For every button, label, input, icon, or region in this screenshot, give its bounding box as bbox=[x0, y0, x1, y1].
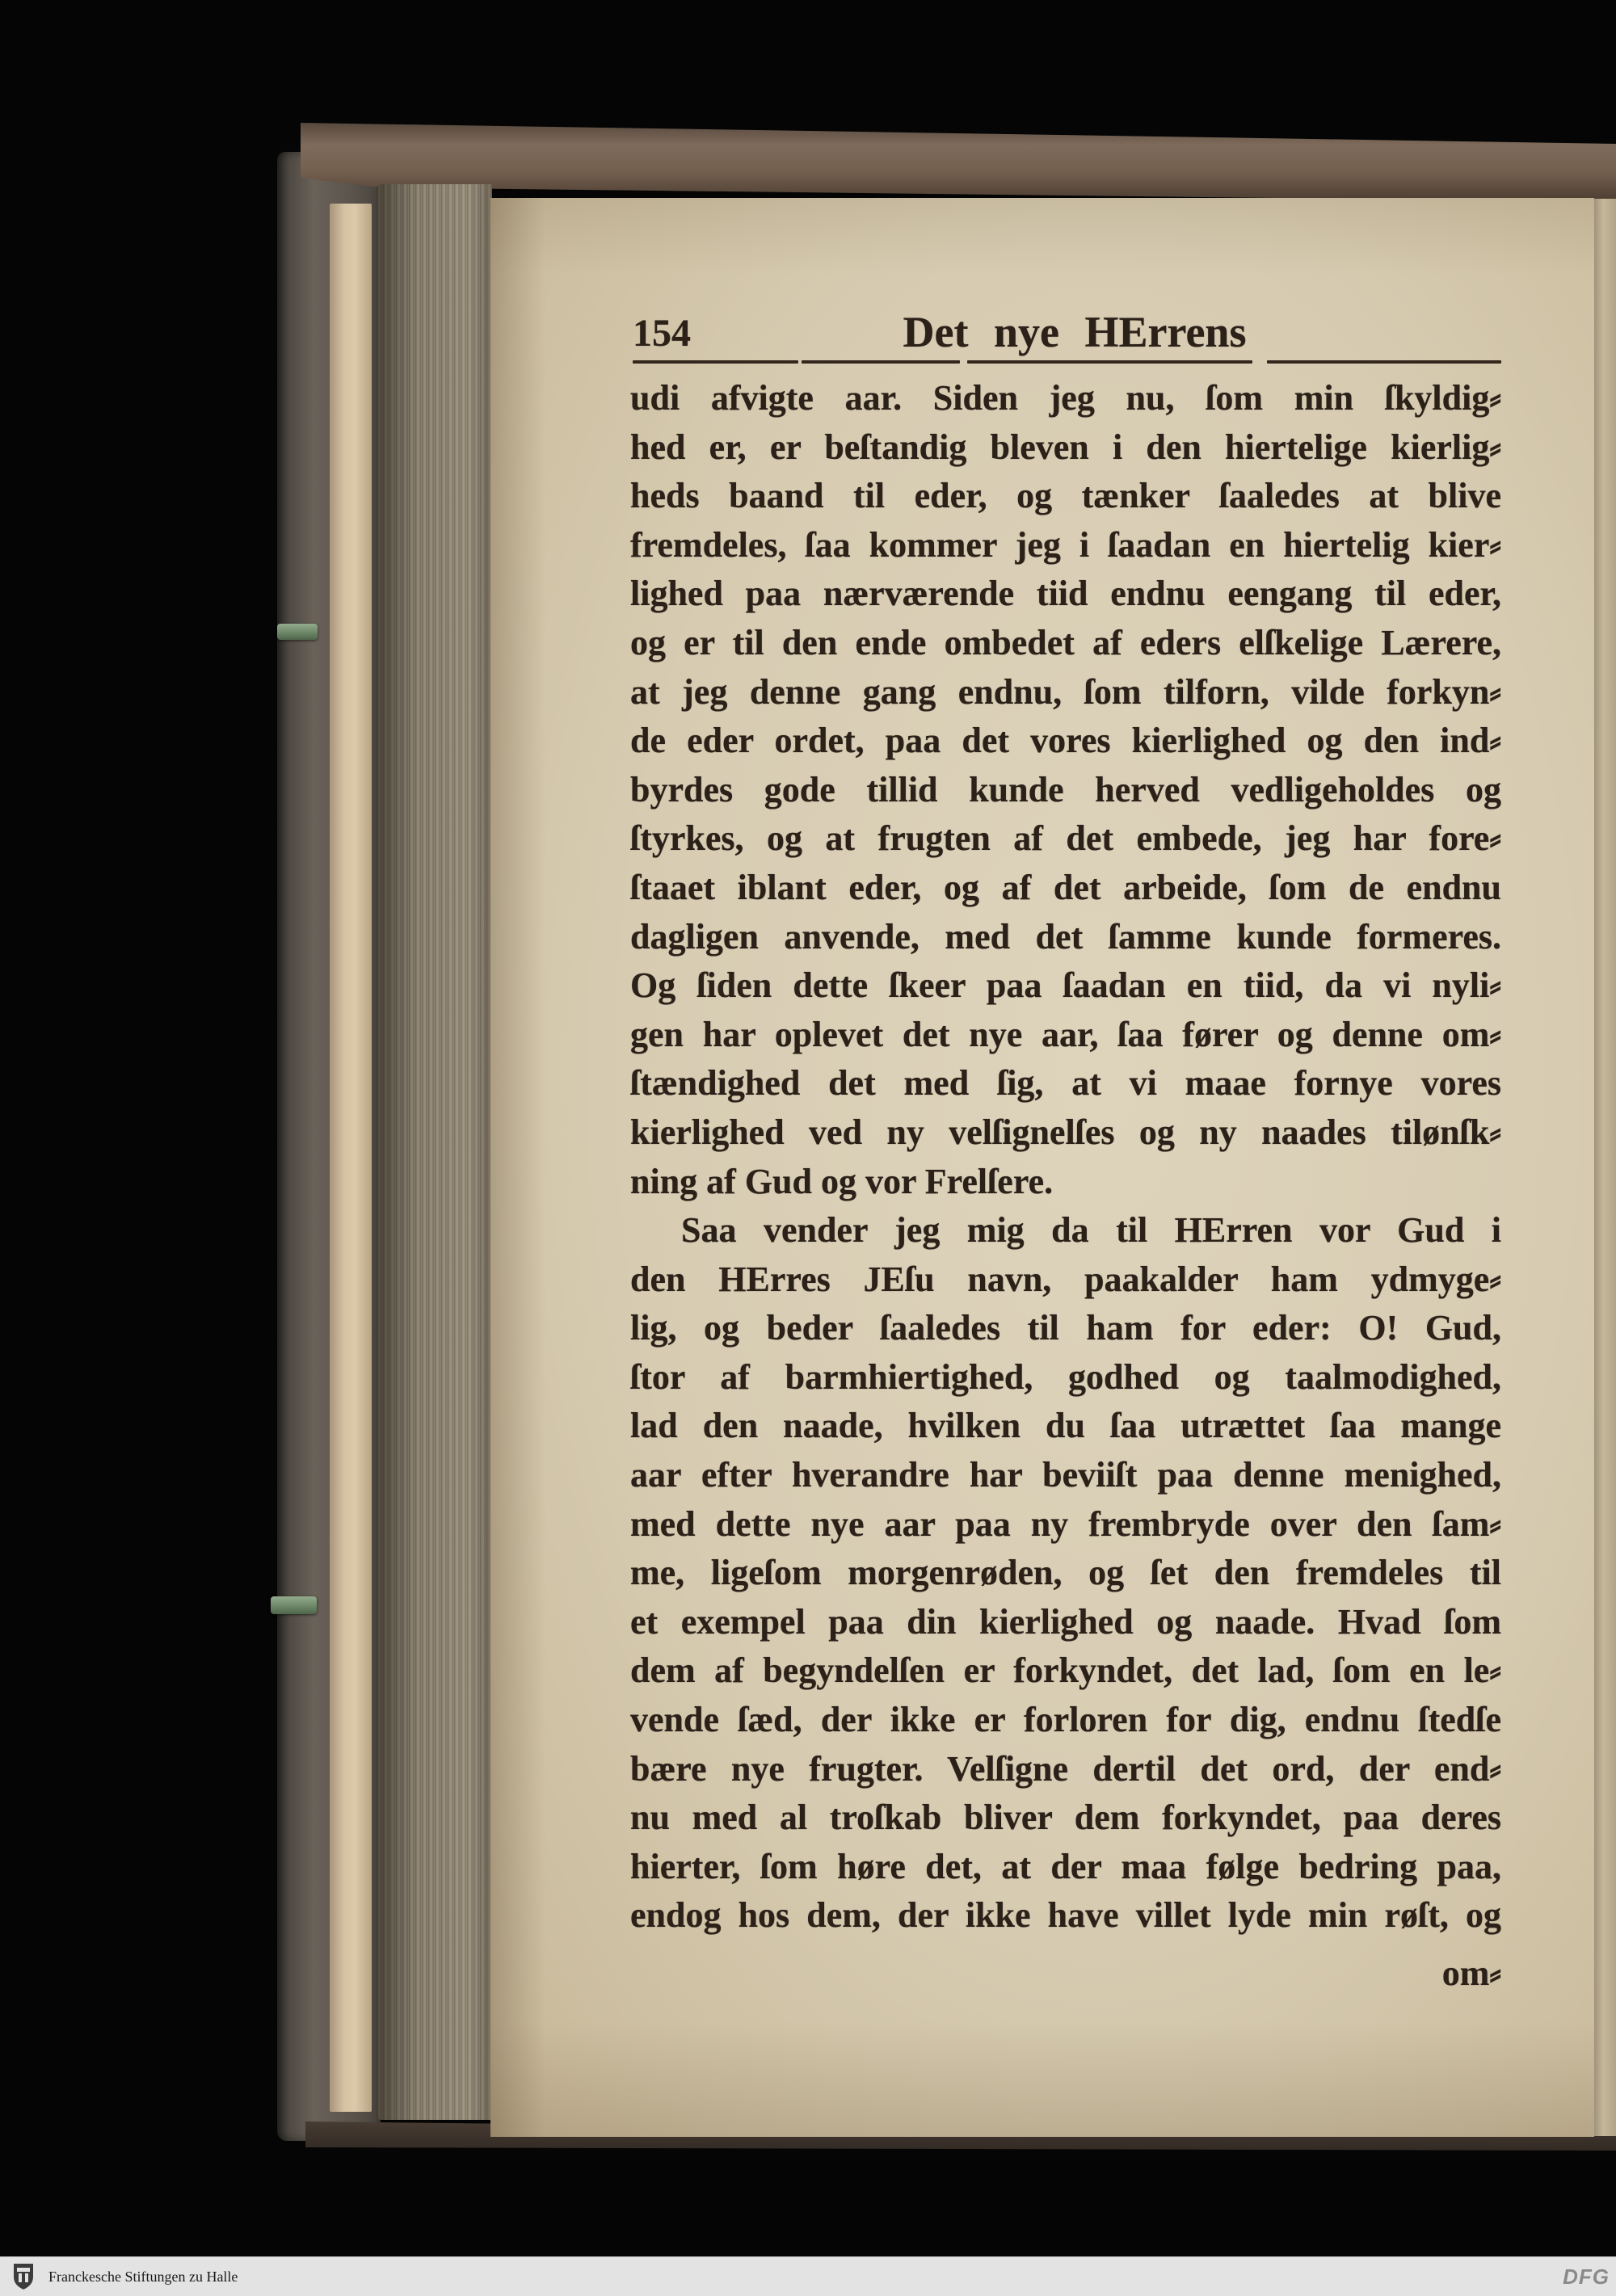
text-line: ning af Gud og vor Frelſere. bbox=[630, 1161, 1054, 1201]
clasp-upper bbox=[277, 624, 318, 640]
text-line: me, ligeſom morgenrøden, og ſet den fremdeles til bbox=[630, 1553, 1501, 1593]
text-line: nu med al troſkab bliver dem forkyndet, paa deres bbox=[630, 1798, 1501, 1838]
clasp-lower bbox=[271, 1596, 317, 1614]
text-line: ſtændighed det med ſig, at vi maae fornye vores bbox=[630, 1063, 1501, 1104]
text-line: bære nye frugter. Velſigne dertil det ord, der end⸗ bbox=[630, 1748, 1501, 1789]
text-line: ſtaaet iblant eder, og af det arbeide, ſom de endnu bbox=[630, 867, 1501, 907]
text-line: med dette nye aar paa ny frembryde over den ſam⸗ bbox=[630, 1503, 1501, 1544]
text-line: kierlighed ved ny velſignelſes og ny naades tilønſk⸗ bbox=[630, 1112, 1501, 1152]
text-line: hed er, er beſtandig bleven i den hiertelige kierlig⸗ bbox=[630, 427, 1501, 467]
text-line: dagligen anvende, med det ſamme kunde formeres. bbox=[630, 916, 1501, 957]
text-line: de eder ordet, paa det vores kierlighed og den ind⸗ bbox=[630, 721, 1501, 761]
flyleaf-edge bbox=[330, 204, 372, 2112]
paragraph bbox=[630, 1206, 1501, 1941]
text-line: Saa vender jeg mig da til HErren vor Gud i bbox=[681, 1210, 1501, 1251]
text-line: byrdes gode tillid kunde herved vedligeholdes og bbox=[630, 769, 1501, 809]
body-text bbox=[630, 374, 1501, 1941]
dfg-logo: DFG bbox=[1563, 2264, 1610, 2289]
text-line: dem af begyndelſen er forkyndet, det lad, ſom en le⸗ bbox=[630, 1651, 1501, 1691]
page-number: 154 bbox=[633, 312, 691, 355]
book-cover-top-edge bbox=[301, 121, 1616, 202]
text-line: vende ſæd, der ikke er forloren for dig, endnu ſtedſe bbox=[630, 1700, 1501, 1740]
text-line: ſtyrkes, og at frugten af det embede, jeg har fore⸗ bbox=[630, 818, 1501, 859]
text-line: et exempel paa din kierlighed og naade. Hvad ſom bbox=[630, 1601, 1501, 1642]
header-rule bbox=[802, 360, 960, 364]
facing-page-edge bbox=[1593, 199, 1616, 2136]
text-line: Og ſiden dette ſkeer paa ſaadan en tiid, da vi nyli⸗ bbox=[630, 965, 1501, 1006]
text-line: heds baand til eder, og tænker ſaaledes at blive bbox=[630, 476, 1501, 516]
viewer-footer bbox=[0, 2256, 1616, 2296]
text-line: fremdeles, ſaa kommer jeg i ſaadan en hiertelig kier⸗ bbox=[630, 524, 1501, 565]
catchword: om⸗ bbox=[1441, 1953, 1501, 1993]
text-line: at jeg denne gang endnu, ſom tilforn, vilde forkyn⸗ bbox=[630, 671, 1501, 712]
text-line: lig, og beder ſaaledes til ham for eder: O! Gud, bbox=[630, 1308, 1501, 1348]
page-edges-stack bbox=[377, 184, 492, 2120]
text-line: lad den naade, hvilken du ſaa utrættet ſaa mange bbox=[630, 1406, 1501, 1446]
header-rule bbox=[1267, 360, 1501, 364]
header-rule bbox=[633, 360, 798, 364]
text-line: den HErres JEſu navn, paakalder ham ydmyge⸗ bbox=[630, 1259, 1501, 1299]
text-line: aar efter hverandre har beviiſt paa denne menighed, bbox=[630, 1455, 1501, 1495]
header-rule bbox=[967, 360, 1252, 364]
crest-icon bbox=[7, 2260, 40, 2293]
text-line: lighed paa nærværende tiid endnu eengang til eder, bbox=[630, 574, 1501, 614]
text-line: ſtor af barmhiertighed, godhed og taalmodighed, bbox=[630, 1356, 1501, 1397]
text-line: endog hos dem, der ikke have villet lyde min røſt, og bbox=[630, 1895, 1501, 1936]
text-line: og er til den ende ombedet af eders elſkelige Lærere, bbox=[630, 622, 1501, 662]
book-page bbox=[490, 198, 1594, 2137]
paragraph bbox=[630, 374, 1501, 1206]
text-line: hierter, ſom høre det, at der maa følge bedring paa, bbox=[630, 1846, 1501, 1886]
text-line: gen har oplevet det nye aar, ſaa fører og denne om⸗ bbox=[630, 1014, 1501, 1054]
running-title: Det nye HErrens bbox=[903, 308, 1247, 356]
institution-name: Franckesche Stiftungen zu Halle bbox=[48, 2269, 238, 2285]
text-line: udi afvigte aar. Siden jeg nu, ſom min ſkyldig⸗ bbox=[630, 378, 1501, 418]
